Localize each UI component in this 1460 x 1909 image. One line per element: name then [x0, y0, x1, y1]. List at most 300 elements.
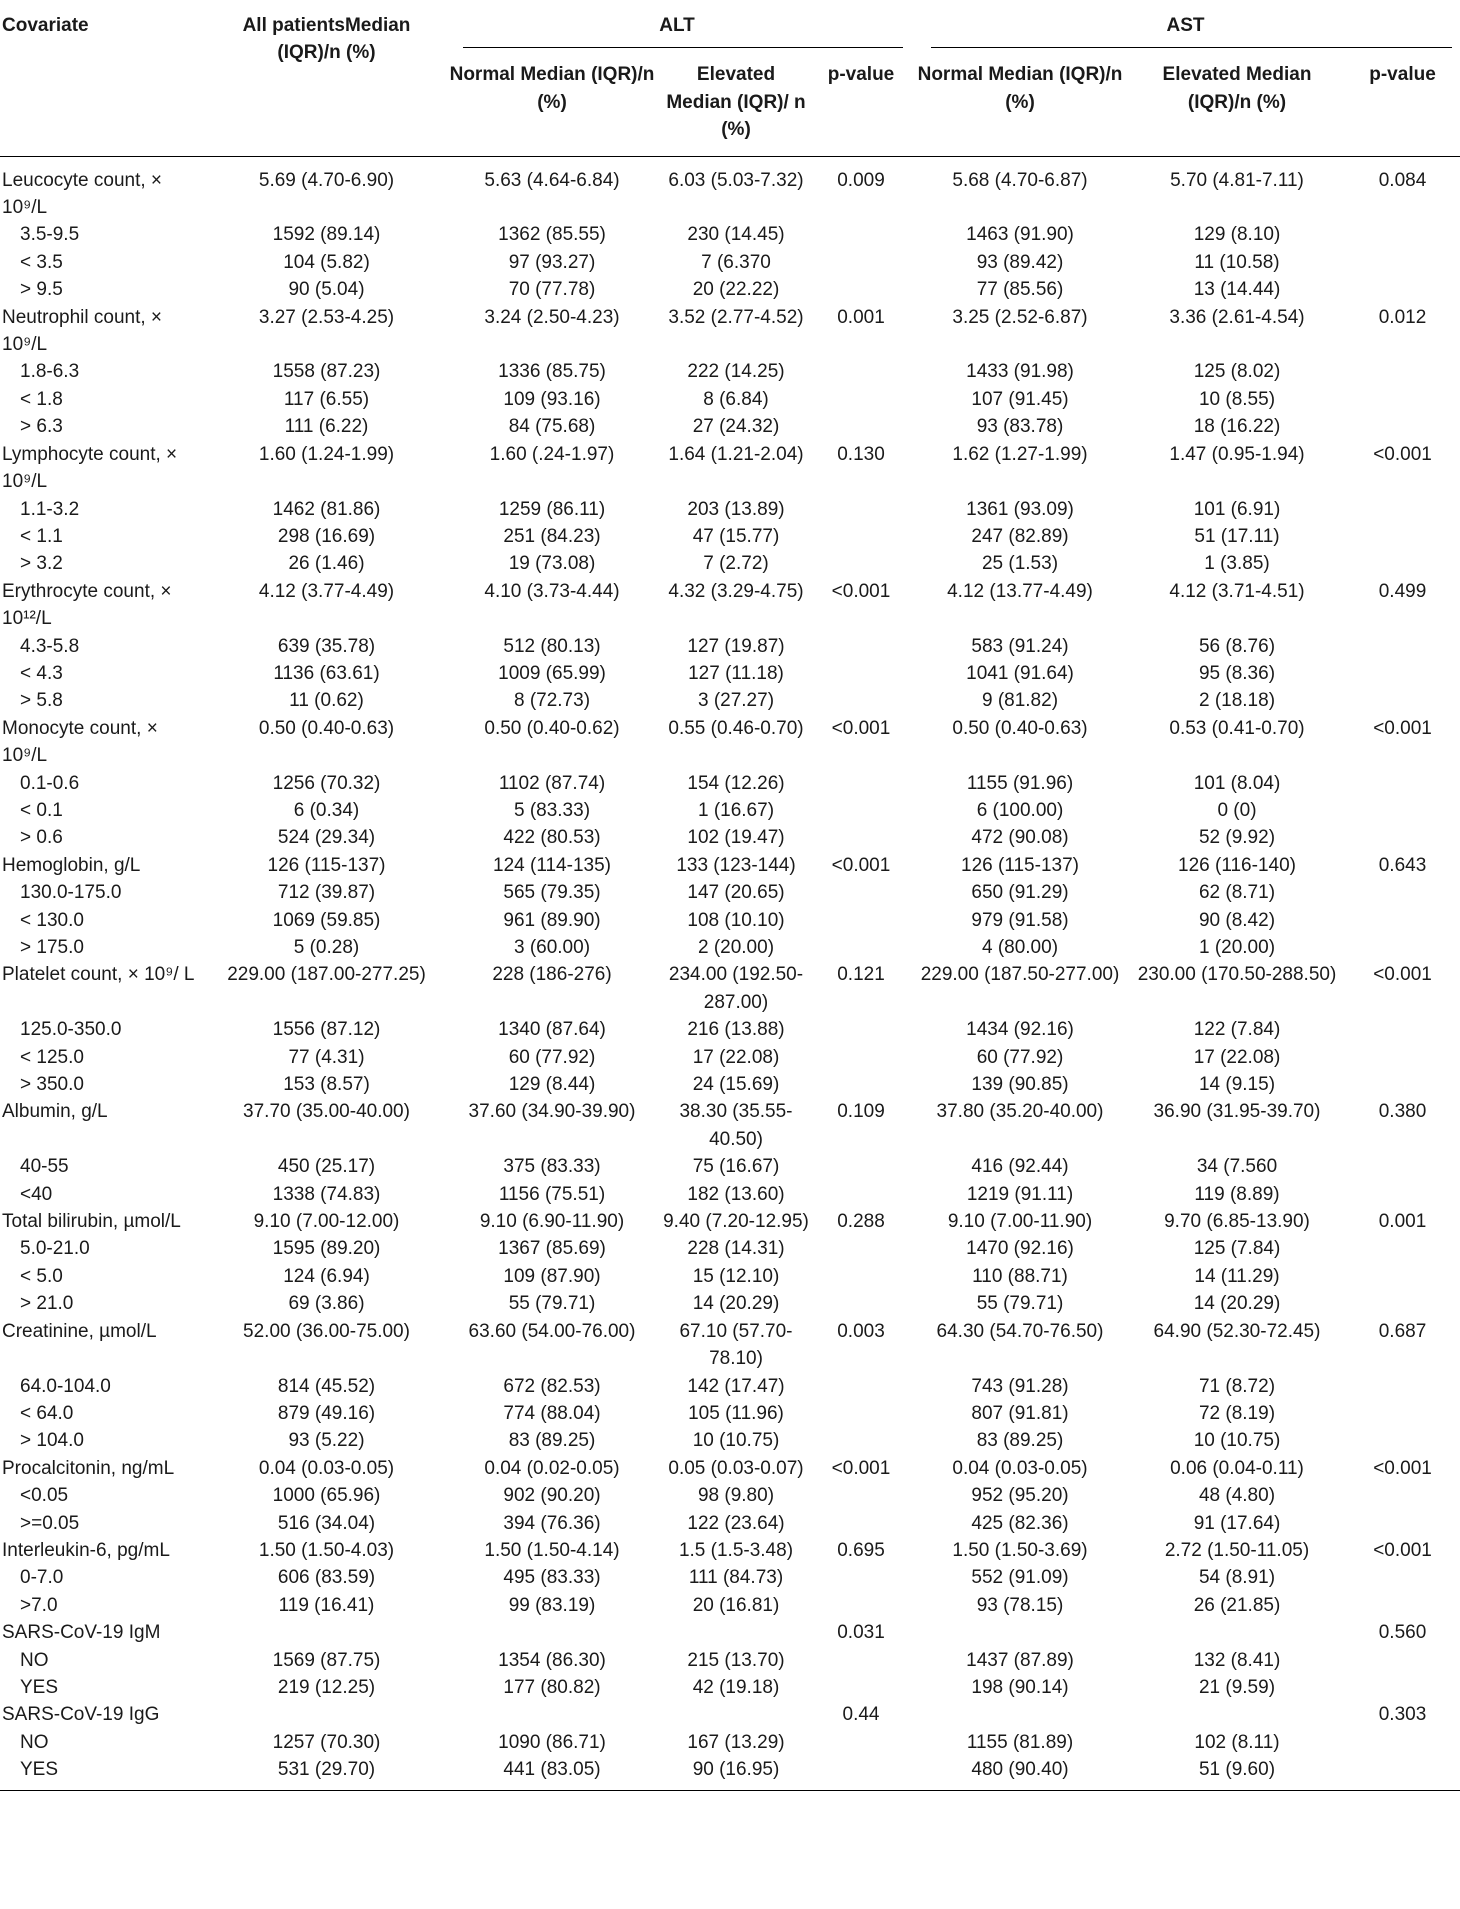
cell-ast-elevated: 34 (7.560 [1196, 1156, 1278, 1178]
cell-alt-elevated: 108 (10.10) [687, 909, 785, 931]
cell-alt-normal: 9.10 (6.90-11.90) [479, 1211, 625, 1233]
category-label: 130.0-175.0 [20, 882, 122, 904]
cell-ast-elevated: 51 (9.60) [1129, 1756, 1345, 1790]
cell-ast-normal: 480 (90.40) [911, 1756, 1129, 1790]
cell-ast-normal [911, 1619, 1129, 1646]
cell-ast-elevated: 18 (16.22) [1193, 416, 1281, 438]
cell-alt-p-value [811, 550, 911, 577]
cell-ast-normal: 37.80 (35.20-40.00) [936, 1101, 1104, 1123]
cell-alt-elevated [661, 1701, 811, 1728]
cell-alt-p-value [811, 1564, 911, 1591]
cell-ast-normal: 1155 (91.96) [966, 772, 1074, 794]
cell-alt-normal: 1.50 (1.50-4.14) [484, 1539, 620, 1561]
cell-all-patients: 1338 (74.83) [272, 1183, 381, 1205]
covariate-label: Interleukin-6, pg/mL [2, 1539, 170, 1561]
cell-alt-normal: 441 (83.05) [443, 1756, 661, 1790]
cell-all-patients: 69 (3.86) [288, 1293, 365, 1315]
header-alt-elevated: Elevated Median (IQR)/ n (%) [661, 48, 811, 156]
cell-ast-p-value [1345, 824, 1460, 851]
cell-ast-elevated: 4.12 (3.71-4.51) [1169, 580, 1305, 602]
cell-ast-normal: 1219 (91.11) [966, 1183, 1074, 1205]
cell-ast-elevated: 48 (4.80) [1198, 1485, 1276, 1507]
table-row [0, 1564, 1460, 1591]
cell-ast-normal: 1434 (92.16) [966, 1019, 1074, 1041]
cell-alt-p-value [811, 1427, 911, 1454]
cell-alt-normal: 55 (79.71) [508, 1293, 596, 1315]
cell-ast-elevated: 3.36 (2.61-4.54) [1169, 306, 1305, 328]
cell-alt-normal: 8 (72.73) [513, 690, 591, 712]
cell-alt-normal: 109 (93.16) [503, 388, 601, 410]
cell-ast-normal: 64.30 (54.70-76.50) [936, 1320, 1104, 1342]
cell-alt-normal: 84 (75.68) [508, 416, 596, 438]
cell-ast-elevated: 2.72 (1.50-11.05) [1164, 1539, 1310, 1561]
cell-ast-elevated: 0 (0) [1217, 799, 1257, 821]
cell-ast-p-value [1345, 1592, 1460, 1619]
cell-ast-elevated: 13 (14.44) [1193, 279, 1281, 301]
table-row [0, 523, 1460, 550]
cell-alt-p-value [811, 1044, 911, 1071]
cell-alt-normal: 99 (83.19) [508, 1594, 596, 1616]
cell-all-patients: 126 (115-137) [267, 854, 386, 876]
cell-ast-elevated: 21 (9.59) [1198, 1676, 1276, 1698]
cell-ast-elevated [1129, 1619, 1345, 1646]
cell-alt-normal: 19 (73.08) [508, 553, 596, 575]
cell-alt-elevated: 0.05 (0.03-0.07) [668, 1457, 804, 1479]
cell-ast-elevated: 119 (8.89) [1194, 1183, 1280, 1205]
table-row [0, 1016, 1460, 1043]
cell-alt-elevated: 0.55 (0.46-0.70) [668, 717, 804, 739]
category-label: > 0.6 [20, 827, 63, 849]
cell-ast-elevated: 54 (8.91) [1198, 1567, 1276, 1589]
cell-all-patients: 531 (29.70) [210, 1756, 443, 1790]
cell-ast-normal: 650 (91.29) [971, 882, 1069, 904]
cell-alt-p-value [811, 1153, 911, 1180]
category-label: > 3.2 [20, 553, 63, 575]
cell-alt-normal: 512 (80.13) [503, 635, 601, 657]
header-ast-group [911, 6, 1460, 48]
cell-ast-normal: 83 (89.25) [976, 1430, 1064, 1452]
cell-ast-elevated: 14 (20.29) [1193, 1293, 1281, 1315]
table-row [0, 1290, 1460, 1317]
cell-alt-p-value [811, 1482, 911, 1509]
cell-all-patients: 9.10 (7.00-12.00) [253, 1211, 400, 1233]
cell-alt-normal: 60 (77.92) [508, 1046, 596, 1068]
cell-ast-elevated: 132 (8.41) [1193, 1649, 1281, 1671]
cell-all-patients: 639 (35.78) [277, 635, 376, 657]
cell-alt-elevated: 154 (12.26) [687, 772, 785, 794]
cell-ast-p-value [1345, 1564, 1460, 1591]
category-label: < 1.8 [20, 388, 63, 410]
cell-ast-normal: 1.62 (1.27-1.99) [952, 443, 1088, 465]
cell-all-patients: 1.50 (1.50-4.03) [258, 1539, 395, 1561]
cell-all-patients: 3.27 (2.53-4.25) [258, 306, 395, 328]
header-alt-normal: Normal Median (IQR)/n (%) [443, 48, 661, 156]
cell-ast-normal: 1155 (81.89) [966, 1731, 1074, 1753]
table-row [0, 1647, 1460, 1674]
cell-ast-p-value [1345, 1756, 1460, 1790]
cell-alt-elevated: 15 (12.10) [692, 1265, 780, 1287]
cell-alt-elevated: 47 (15.77) [692, 525, 780, 547]
category-label: > 5.8 [20, 690, 63, 712]
cell-ast-elevated: 14 (11.29) [1194, 1265, 1280, 1287]
table-row [0, 1181, 1460, 1208]
cell-ast-p-value: 0.560 [1378, 1622, 1427, 1644]
cell-alt-p-value [811, 770, 911, 797]
cell-alt-normal: 37.60 (34.90-39.90) [468, 1101, 636, 1123]
cell-ast-normal: 472 (90.08) [971, 827, 1069, 849]
cell-ast-p-value [1345, 1510, 1460, 1537]
cell-ast-normal: 1.50 (1.50-3.69) [952, 1539, 1088, 1561]
cell-ast-normal: 110 (88.71) [972, 1265, 1068, 1287]
cell-alt-normal: 124 (114-135) [493, 854, 611, 876]
cell-all-patients: 1256 (70.32) [272, 772, 381, 794]
cell-alt-p-value [811, 496, 911, 523]
cell-alt-p-value: 0.288 [837, 1211, 885, 1233]
cell-alt-normal: 83 (89.25) [508, 1430, 596, 1452]
cell-alt-p-value [811, 687, 911, 714]
cell-alt-elevated: 27 (24.32) [692, 416, 780, 438]
cell-ast-normal: 1463 (91.90) [966, 224, 1074, 246]
cell-ast-normal: 1041 (91.64) [966, 662, 1074, 684]
cell-alt-normal: 495 (83.33) [503, 1567, 601, 1589]
header-alt-p-value: p-value [811, 48, 911, 156]
cell-alt-p-value [811, 1263, 911, 1290]
category-label: 1.1-3.2 [20, 498, 80, 520]
cell-all-patients: 52.00 (36.00-75.00) [243, 1320, 410, 1342]
cell-ast-p-value [1345, 249, 1460, 276]
cell-ast-elevated: 0.06 (0.04-0.11) [1170, 1457, 1304, 1479]
cell-alt-p-value [811, 386, 911, 413]
cell-alt-normal: 63.60 (54.00-76.00) [468, 1320, 636, 1342]
header-all-patients: All patientsMedian (IQR)/n (%) [210, 6, 443, 156]
cell-ast-normal: 0.04 (0.03-0.05) [952, 1457, 1088, 1479]
cell-alt-normal: 1156 (75.51) [498, 1183, 606, 1205]
cell-ast-p-value [1345, 276, 1460, 303]
header-row-1 [0, 6, 1460, 48]
header-ast-elevated: Elevated Median (IQR)/n (%) [1129, 48, 1345, 156]
cell-ast-p-value [1345, 1482, 1460, 1509]
cell-alt-elevated: 9.40 (7.20-12.95) [663, 1211, 809, 1233]
cell-ast-p-value [1345, 413, 1460, 440]
header-covariate: Covariate [0, 6, 210, 156]
cell-all-patients: 5 (0.28) [293, 937, 360, 958]
cell-ast-p-value: 0.001 [1378, 1211, 1427, 1233]
cell-alt-elevated: 147 (20.65) [687, 882, 785, 904]
cell-ast-p-value [1345, 1290, 1460, 1317]
table-row [0, 1701, 1460, 1728]
cell-ast-elevated: 230.00 (170.50-288.50) [1137, 964, 1337, 986]
header-alt-group [443, 6, 911, 48]
cell-ast-normal: 1361 (93.09) [966, 498, 1074, 520]
cell-ast-elevated: 1 (20.00) [1198, 937, 1276, 958]
cell-ast-p-value: 0.643 [1378, 854, 1427, 876]
cell-alt-elevated: 7 (6.370 [701, 251, 771, 273]
cell-ast-elevated: 11 (10.58) [1194, 251, 1280, 273]
cell-ast-elevated: 125 (7.84) [1193, 1238, 1281, 1260]
category-label: 1.8-6.3 [20, 361, 80, 383]
cell-alt-elevated: 4.32 (3.29-4.75) [668, 580, 804, 602]
cell-alt-normal: 422 (80.53) [503, 827, 601, 849]
table-header [0, 6, 1460, 156]
cell-alt-p-value [811, 934, 911, 961]
cell-alt-normal: 97 (93.27) [508, 251, 596, 273]
covariate-label: SARS-CoV-19 IgG [2, 1704, 160, 1726]
cell-ast-normal [911, 1701, 1129, 1728]
cell-alt-elevated: 230 (14.45) [687, 224, 785, 246]
cell-alt-elevated: 228 (14.31) [687, 1238, 785, 1260]
table-row [0, 249, 1460, 276]
cell-ast-elevated: 64.90 (52.30-72.45) [1153, 1320, 1321, 1342]
cell-alt-p-value: 0.121 [837, 964, 885, 986]
cell-ast-p-value [1345, 797, 1460, 824]
category-label: NO [20, 1649, 49, 1671]
category-label: NO [20, 1731, 49, 1753]
cell-ast-elevated: 36.90 (31.95-39.70) [1153, 1101, 1321, 1123]
cell-ast-elevated: 71 (8.72) [1198, 1375, 1276, 1397]
cell-ast-elevated: 5.70 (4.81-7.11) [1170, 169, 1304, 191]
table-row [0, 1455, 1460, 1482]
table-row [0, 1235, 1460, 1262]
table-row [0, 633, 1460, 660]
cell-alt-p-value: 0.130 [837, 443, 885, 465]
table-row [0, 770, 1460, 797]
cell-all-patients: 1558 (87.23) [272, 361, 381, 383]
cell-ast-p-value [1345, 1674, 1460, 1701]
table-row [0, 221, 1460, 248]
cell-ast-p-value [1345, 1181, 1460, 1208]
table-row [0, 1674, 1460, 1701]
cell-ast-elevated: 2 (18.18) [1198, 690, 1276, 712]
cell-alt-p-value: 0.003 [837, 1320, 885, 1342]
cell-ast-p-value [1345, 1071, 1460, 1098]
category-label: < 5.0 [20, 1265, 63, 1287]
cell-ast-p-value: 0.012 [1378, 306, 1427, 328]
cell-alt-p-value [811, 1592, 911, 1619]
cell-all-patients: 37.70 (35.00-40.00) [243, 1101, 410, 1123]
category-label: > 21.0 [20, 1293, 74, 1315]
header-ast-label: AST [1166, 15, 1205, 36]
cell-all-patients: 153 (8.57) [283, 1074, 370, 1096]
cell-alt-normal: 1009 (65.99) [498, 662, 606, 684]
cell-ast-normal: 9.10 (7.00-11.90) [947, 1211, 1093, 1233]
table-row [0, 1482, 1460, 1509]
cell-alt-elevated: 3.52 (2.77-4.52) [668, 306, 804, 328]
category-label: 3.5-9.5 [20, 224, 80, 246]
cell-alt-normal: 1362 (85.55) [498, 224, 606, 246]
cell-ast-normal: 5.68 (4.70-6.87) [952, 169, 1088, 191]
cell-alt-elevated: 127 (19.87) [687, 635, 785, 657]
cell-alt-p-value [811, 276, 911, 303]
cell-alt-elevated: 17 (22.08) [692, 1046, 780, 1068]
category-label: 4.3-5.8 [20, 635, 80, 657]
category-label: < 1.1 [20, 525, 63, 547]
table-row [0, 276, 1460, 303]
cell-ast-normal: 1437 (87.89) [966, 1649, 1074, 1671]
cell-alt-elevated: 234.00 (192.50-287.00) [668, 964, 804, 1013]
cell-all-patients: 5.69 (4.70-6.90) [258, 169, 395, 191]
table-row [0, 1208, 1460, 1235]
cell-all-patients: 1069 (59.85) [272, 909, 381, 931]
cell-ast-p-value [1345, 358, 1460, 385]
cell-alt-elevated: 14 (20.29) [692, 1293, 780, 1315]
table-row [0, 715, 1460, 770]
cell-all-patients: 119 (16.41) [278, 1594, 375, 1616]
cell-ast-elevated: 62 (8.71) [1198, 882, 1276, 904]
cell-ast-normal: 952 (95.20) [971, 1485, 1069, 1507]
cell-ast-p-value [1345, 1016, 1460, 1043]
cell-all-patients: 879 (49.16) [277, 1402, 376, 1424]
cell-alt-elevated: 90 (16.95) [661, 1756, 811, 1790]
category-label: < 64.0 [20, 1402, 74, 1424]
cell-ast-normal: 4.12 (13.77-4.49) [947, 580, 1093, 602]
cell-ast-p-value: 0.380 [1378, 1101, 1427, 1123]
cell-alt-elevated: 20 (22.22) [692, 279, 780, 301]
cell-alt-elevated: 8 (6.84) [703, 388, 769, 410]
cell-ast-elevated: 129 (8.10) [1193, 224, 1281, 246]
cell-ast-normal: 1433 (91.98) [966, 361, 1074, 383]
cell-all-patients: 712 (39.87) [277, 882, 376, 904]
cell-ast-p-value [1345, 879, 1460, 906]
cell-alt-p-value [811, 221, 911, 248]
cell-ast-p-value [1345, 496, 1460, 523]
cell-all-patients: 298 (16.69) [277, 525, 376, 547]
cell-alt-normal: 1336 (85.75) [498, 361, 606, 383]
category-label: <40 [20, 1183, 53, 1205]
cell-ast-p-value [1345, 221, 1460, 248]
cell-ast-normal: 583 (91.24) [971, 635, 1069, 657]
cell-all-patients: 1462 (81.86) [272, 498, 381, 520]
cell-ast-p-value [1345, 1235, 1460, 1262]
cell-all-patients [210, 1619, 443, 1646]
cell-all-patients: 111 (6.22) [284, 416, 369, 438]
cell-all-patients: 4.12 (3.77-4.49) [258, 580, 395, 602]
category-label: 0-7.0 [20, 1567, 64, 1589]
cell-ast-normal: 55 (79.71) [976, 1293, 1064, 1315]
cell-alt-normal: 0.04 (0.02-0.05) [484, 1457, 620, 1479]
cell-alt-p-value [811, 1016, 911, 1043]
cell-alt-elevated: 75 (16.67) [692, 1156, 780, 1178]
cell-ast-elevated: 101 (6.91) [1193, 498, 1281, 520]
cell-alt-normal: 4.10 (3.73-4.44) [484, 580, 620, 602]
cell-alt-normal: 5.63 (4.64-6.84) [484, 169, 620, 191]
cell-ast-p-value: 0.303 [1378, 1704, 1427, 1726]
cell-alt-p-value: <0.001 [831, 580, 891, 602]
cell-alt-elevated: 24 (15.69) [692, 1074, 780, 1096]
cell-alt-normal: 961 (89.90) [503, 909, 601, 931]
cell-all-patients: 0.04 (0.03-0.05) [258, 1457, 395, 1479]
cell-alt-p-value: 0.695 [837, 1539, 885, 1561]
cell-ast-normal: 60 (77.92) [976, 1046, 1064, 1068]
category-label: > 104.0 [20, 1430, 84, 1452]
covariate-label: Procalcitonin, ng/mL [2, 1457, 175, 1479]
cell-alt-p-value [811, 523, 911, 550]
header-ast-p-value: p-value [1345, 48, 1460, 156]
cell-ast-elevated: 26 (21.85) [1193, 1594, 1281, 1616]
cell-alt-elevated: 38.30 (35.55-40.50) [679, 1101, 793, 1150]
cell-ast-p-value [1345, 1373, 1460, 1400]
cell-ast-p-value: <0.001 [1373, 1539, 1432, 1561]
cell-alt-elevated: 111 (84.73) [688, 1567, 784, 1589]
covariate-label: Creatinine, µmol/L [2, 1320, 157, 1342]
cell-alt-normal: 129 (8.44) [508, 1074, 596, 1096]
category-label: <0.05 [20, 1485, 69, 1507]
cell-alt-p-value [811, 633, 911, 660]
cell-ast-normal: 198 (90.14) [971, 1676, 1069, 1698]
cell-all-patients: 229.00 (187.00-277.25) [227, 964, 426, 986]
cell-alt-p-value: 0.009 [837, 169, 885, 191]
cell-ast-p-value: 0.499 [1378, 580, 1427, 602]
cell-ast-p-value [1345, 523, 1460, 550]
cell-ast-normal: 979 (91.58) [971, 909, 1069, 931]
cell-ast-normal: 1470 (92.16) [966, 1238, 1074, 1260]
cell-all-patients: 104 (5.82) [283, 251, 370, 273]
cell-alt-p-value [811, 1674, 911, 1701]
cell-alt-p-value: 0.44 [842, 1704, 880, 1726]
table-row [0, 907, 1460, 934]
table-row [0, 496, 1460, 523]
cell-all-patients: 117 (6.55) [283, 388, 370, 410]
cell-alt-p-value: 0.109 [837, 1101, 885, 1123]
cell-alt-normal: 774 (88.04) [503, 1402, 601, 1424]
cell-alt-p-value [811, 797, 911, 824]
covariate-label: Monocyte count, × 10⁹/L [2, 717, 158, 767]
cell-alt-normal: 109 (87.90) [503, 1265, 601, 1287]
cell-ast-normal: 77 (85.56) [976, 279, 1064, 301]
category-label: > 6.3 [20, 416, 63, 438]
cell-alt-normal: 1.60 (.24-1.97) [489, 443, 615, 465]
cell-all-patients: 77 (4.31) [288, 1046, 365, 1068]
cell-ast-normal: 0.50 (0.40-0.63) [952, 717, 1088, 739]
category-label: >=0.05 [20, 1512, 80, 1534]
covariate-label: Erythrocyte count, × 10¹²/L [2, 580, 172, 630]
cell-all-patients: 1000 (65.96) [272, 1485, 381, 1507]
cell-all-patients: 26 (1.46) [288, 553, 365, 575]
cell-all-patients: 0.50 (0.40-0.63) [258, 717, 395, 739]
category-label: < 3.5 [20, 251, 63, 273]
cell-ast-elevated: 9.70 (6.85-13.90) [1164, 1211, 1310, 1233]
cell-alt-normal: 1354 (86.30) [498, 1649, 606, 1671]
cell-alt-p-value [811, 249, 911, 276]
cell-ast-normal: 743 (91.28) [971, 1375, 1069, 1397]
cell-all-patients: 11 (0.62) [289, 690, 364, 712]
table-row [0, 1756, 1460, 1790]
cell-alt-normal: 5 (83.33) [513, 799, 591, 821]
cell-alt-normal: 70 (77.78) [508, 279, 596, 301]
cell-alt-p-value [811, 1729, 911, 1756]
table-row [0, 1729, 1460, 1756]
cell-ast-elevated: 102 (8.11) [1194, 1731, 1280, 1753]
table-row [0, 358, 1460, 385]
cell-ast-p-value: <0.001 [1373, 1457, 1432, 1479]
category-label: 40-55 [20, 1156, 69, 1178]
table-row [0, 1510, 1460, 1537]
cell-all-patients: 93 (5.22) [288, 1430, 365, 1452]
covariate-label: Lymphocyte count, × 10⁹/L [2, 443, 178, 493]
cell-all-patients: 814 (45.52) [277, 1375, 376, 1397]
cell-alt-p-value [811, 358, 911, 385]
cell-alt-elevated: 105 (11.96) [688, 1402, 784, 1424]
category-label: 125.0-350.0 [20, 1019, 122, 1041]
cell-alt-elevated: 203 (13.89) [687, 498, 785, 520]
cell-ast-elevated: 0.53 (0.41-0.70) [1169, 717, 1305, 739]
cell-ast-elevated: 125 (8.02) [1193, 361, 1281, 383]
table-row [0, 1263, 1460, 1290]
cell-alt-elevated: 7 (2.72) [703, 553, 769, 575]
cell-ast-elevated: 90 (8.42) [1198, 909, 1276, 931]
table-row [0, 1071, 1460, 1098]
cell-ast-elevated: 72 (8.19) [1198, 1402, 1276, 1424]
cell-ast-normal: 229.00 (187.50-277.00) [920, 964, 1120, 986]
